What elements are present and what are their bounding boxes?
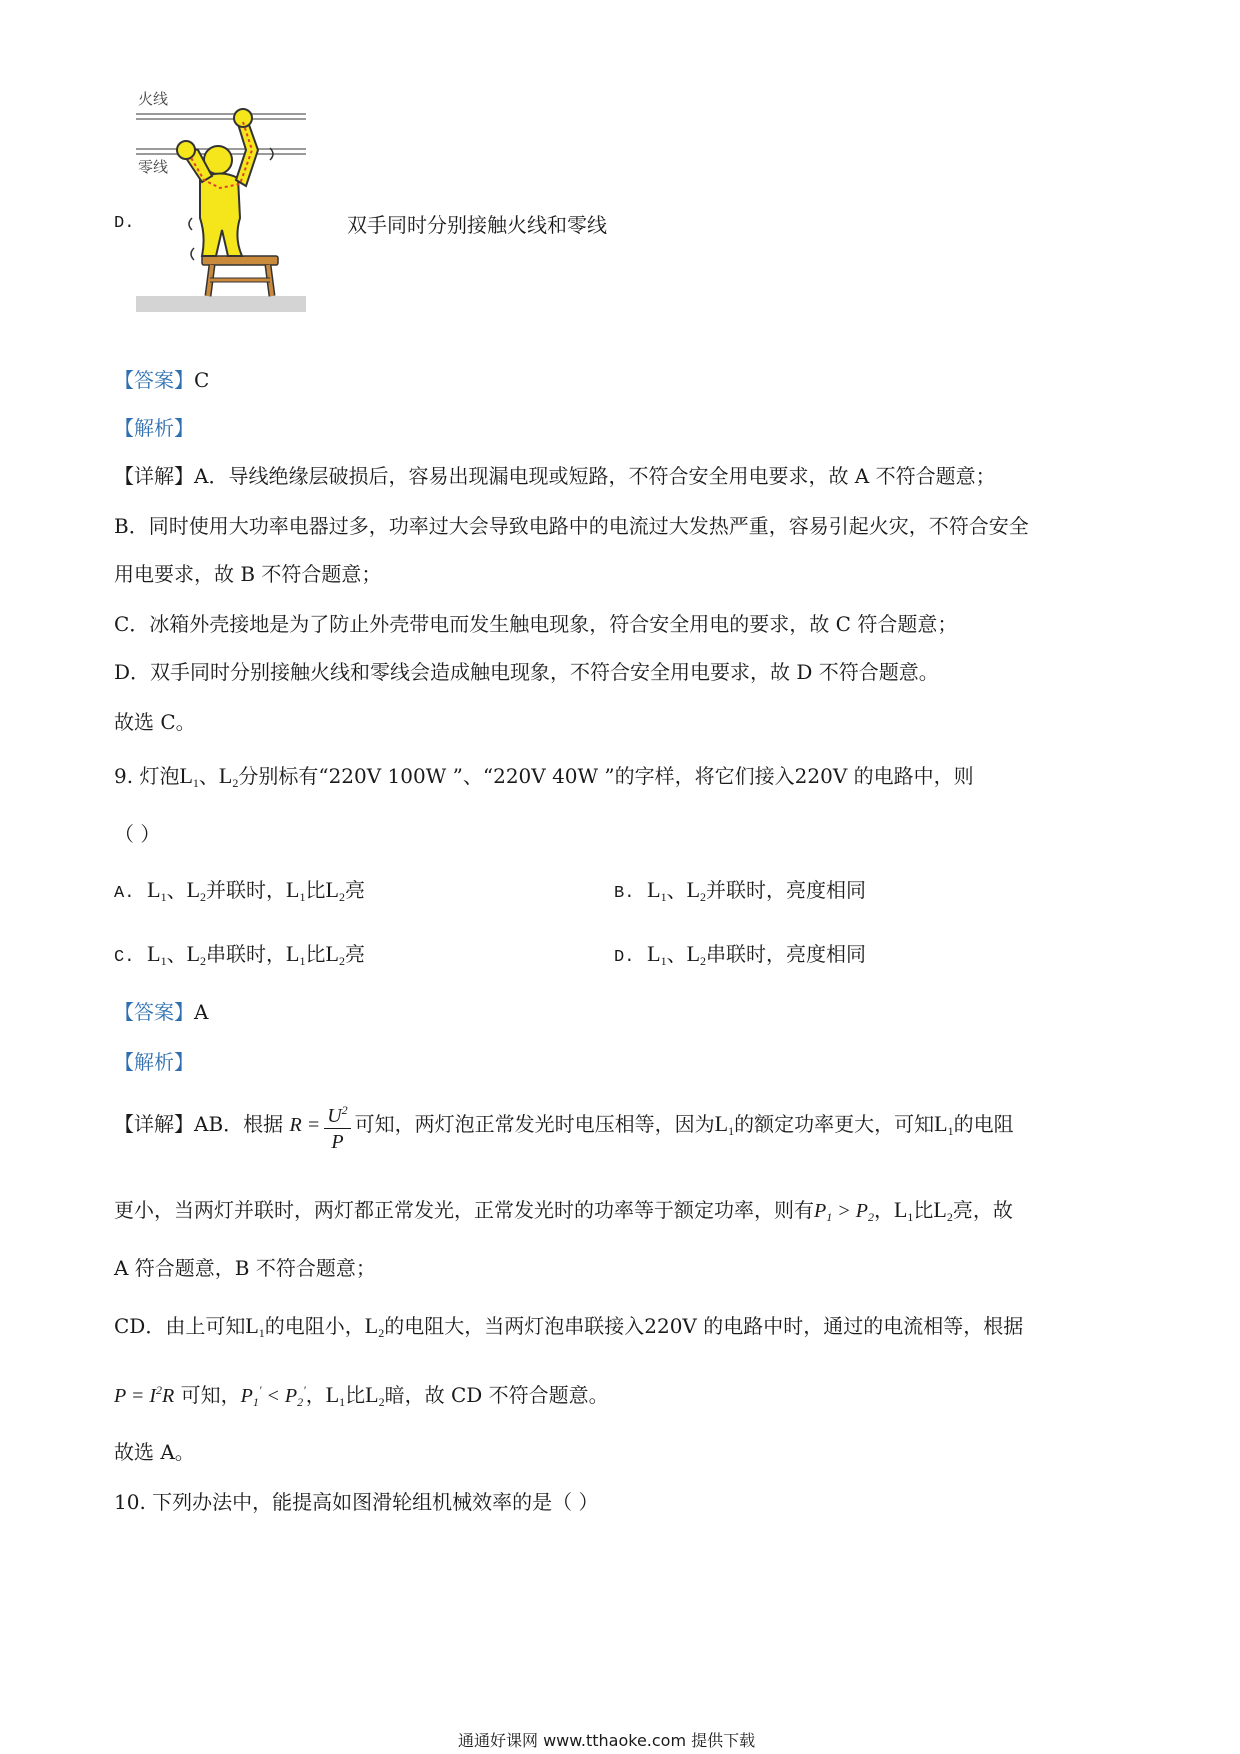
option-text: 并联时，亮度相同	[706, 878, 867, 902]
q9-detail-ab-line1: 【详解】AB．根据 R = $\frac{U^2}{P}$ 可知，两灯泡正常发光时电压相等，因为$L_1$的额定功率更大，可知$L_1$的电阻	[114, 1098, 1014, 1155]
q9-detail-cd-line2: $P = I^2R$ 可知，$P_1' < P_2'$，$L_1$比$L_2$暗，故 CD 不符合题意。	[114, 1382, 609, 1409]
option-letter: A.	[114, 884, 135, 903]
q9-option-c: C. $L_1$、$L_2$串联时，$L_1$比$L_2$亮	[114, 941, 365, 968]
q9-analysis-tag: 【解析】	[114, 1050, 194, 1074]
detail-text: 更小，当两灯并联时，两灯都正常发光，正常发光时的功率等于额定功率，则有	[114, 1198, 814, 1222]
q9-stem-mid: 分别标有“220V 100W ”、“220V 40W ”的字样，将它们接入220V 的电路中，则	[238, 764, 974, 788]
q9-detail-ab-line2: 更小，当两灯并联时，两灯都正常发光，正常发光时的功率等于额定功率，则有$P_1 > P_2$，$L_1$比$L_2$亮，故	[114, 1197, 1013, 1224]
neutral-wire-label: 零线	[138, 158, 169, 176]
q10-stem: 10. 下列办法中，能提高如图滑轮组机械效率的是（ ）	[114, 1490, 599, 1514]
detail-text: AB．根据	[194, 1112, 284, 1137]
option-text: 比	[305, 878, 326, 902]
option-text: 比	[305, 942, 326, 966]
q8-option-d-letter: D.	[114, 214, 135, 233]
option-text: 并联时，	[206, 878, 287, 902]
detail-text: 亮，故	[952, 1198, 1013, 1222]
formula-r-u2-p: R = $\frac{U^2}{P}$	[290, 1114, 355, 1136]
q9-detail-cd-line1: CD．由上可知$L_1$的电阻小，$L_2$的电阻大，当两灯泡串联接入220V 的电路中时，通过的电流相等，根据	[114, 1313, 1024, 1340]
detail-tag: 【详解】	[114, 464, 194, 488]
q9-option-b: B. $L_1$、$L_2$并联时，亮度相同	[614, 877, 867, 904]
formula-p-i2r: $P = I^2R$	[114, 1383, 175, 1407]
answer-value: A	[194, 1000, 209, 1024]
answer-tag: 【答案】	[114, 1000, 194, 1024]
q8-detail-a	[114, 462, 996, 490]
figure-electric-shock	[130, 88, 310, 316]
formula-p1-lt-p2: $P_1' < P_2'$	[240, 1383, 306, 1409]
formula-p1-gt-p2: $P_1 > P_2$	[814, 1200, 874, 1224]
q8-answer	[114, 366, 209, 394]
q9-stem: 9. 灯泡$L_1$、$L_2$分别标有“220V 100W ”、“220V 40W ”的字样，将它们接入220V 的电路中，则	[114, 763, 974, 790]
q9-conclusion: 故选 A。	[114, 1440, 195, 1464]
answer-value: C	[194, 368, 210, 392]
q9-stem-num: 9. 灯泡	[114, 764, 180, 788]
person-touching-wires-illustration	[130, 88, 310, 316]
detail-text: 的电阻小，	[264, 1314, 365, 1338]
q9-option-a: A. $L_1$、$L_2$并联时，$L_1$比$L_2$亮	[114, 877, 365, 904]
page-footer[interactable]: 通通好课网 www.tthaoke.com 提供下载	[458, 1731, 756, 1750]
q9-detail-ab-line3: A 符合题意，B 不符合题意；	[114, 1256, 376, 1280]
detail-text: 的电阻	[953, 1112, 1014, 1137]
option-letter: B.	[614, 884, 635, 903]
q8-detail-b1: B．同时使用大功率电器过多，功率过大会导致电路中的电流过大发热严重，容易引起火灾，不符合安全	[114, 514, 1029, 538]
q8-detail-c: C．冰箱外壳接地是为了防止外壳带电而发生触电现象，符合安全用电的要求，故 C 符合题意；	[114, 612, 958, 636]
answer-tag: 【答案】	[114, 368, 194, 392]
detail-text: 比	[345, 1383, 366, 1407]
option-text: 亮	[344, 942, 365, 966]
option-letter: D.	[614, 948, 635, 967]
q8-detail-b2: 用电要求，故 B 不符合题意；	[114, 562, 382, 586]
symbol-l1: $L_1$	[179, 763, 199, 790]
option-letter: C.	[114, 948, 135, 967]
q8-option-d-text: 双手同时分别接触火线和零线	[347, 213, 607, 237]
detail-text: CD．由上可知	[114, 1314, 246, 1338]
detail-text: 的电阻大，当两灯泡串联接入220V 的电路中时，通过的电流相等，根据	[384, 1314, 1024, 1338]
option-text: 串联时，	[206, 942, 287, 966]
q9-answer	[114, 998, 208, 1026]
q8-detail-d: D．双手同时分别接触火线和零线会造成触电现象，不符合安全用电要求，故 D 不符合题意。	[114, 660, 939, 684]
option-text: 串联时，亮度相同	[706, 942, 867, 966]
symbol-l2: $L_2$	[218, 763, 239, 790]
q9-option-d: D. $L_1$、$L_2$串联时，亮度相同	[614, 941, 867, 968]
q9-paren: （ ）	[114, 822, 161, 846]
detail-text: 可知，	[180, 1383, 241, 1407]
detail-text: 比	[913, 1198, 934, 1222]
option-text: 亮	[344, 878, 365, 902]
detail-line-a: A．导线绝缘层破损后，容易出现漏电现或短路，不符合安全用电要求，故 A 不符合题意；	[194, 464, 996, 488]
detail-text: 的额定功率更大，可知	[734, 1112, 935, 1137]
q8-analysis-tag: 【解析】	[114, 416, 194, 440]
live-wire-label: 火线	[138, 90, 169, 108]
detail-text: 暗，故 CD 不符合题意。	[384, 1383, 609, 1407]
detail-text: 可知，两灯泡正常发光时电压相等，因为	[354, 1112, 715, 1137]
detail-tag: 【详解】	[114, 1112, 194, 1137]
q8-conclusion: 故选 C。	[114, 710, 196, 734]
